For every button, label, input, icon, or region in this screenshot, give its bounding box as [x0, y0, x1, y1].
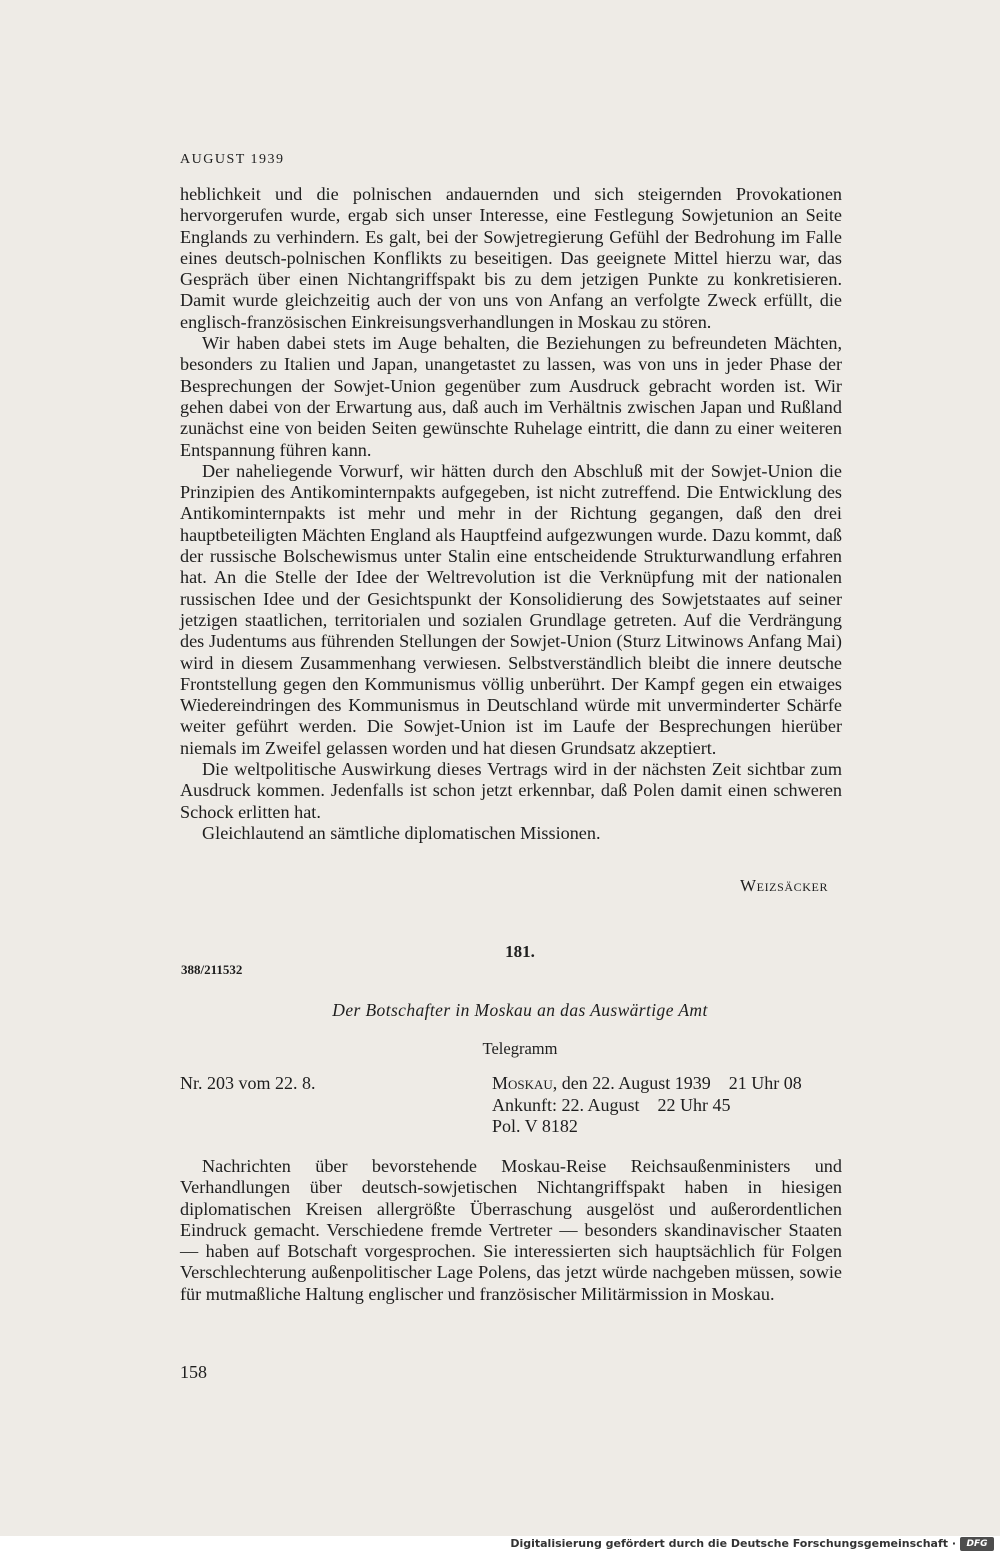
page-number: 158 — [180, 1362, 207, 1382]
telegram-arrival: Ankunft: 22. August 22 Uhr 45 — [492, 1094, 731, 1115]
file-reference: 388/211532 — [181, 962, 243, 977]
document-title: Der Botschafter in Moskau an das Auswärtige Amt — [332, 1000, 708, 1020]
telegram-number: Nr. 203 vom 22. 8. — [180, 1073, 316, 1093]
document-number: 181. — [505, 942, 535, 961]
paragraph: Gleichlautend an sämtliche diplomatischen Missionen. — [202, 822, 601, 843]
telegram-place: Moskau — [492, 1073, 553, 1093]
body-text-bottom — [180, 1156, 842, 1305]
telegram-sent — [492, 1073, 802, 1095]
signature: Weizsäcker — [740, 876, 829, 895]
paragraph: Die weltpolitische Auswirkung dieses Vertrags wird in der nächsten Zeit sichtbar zum Ausdruck kommen. Jedenfalls ist schon jetzt erkennbar, daß Polen damit einen schweren Schock erlitten hat. — [180, 759, 842, 822]
paragraph: Nachrichten über bevorstehende Moskau-Reise Reichsaußenministers und Verhandlungen über deutsch-sowjetischen Nichtangriffspakt haben in hiesigen diplomatischen Kreisen allergrößte Überraschung ausgelöst und außerordentlichen Eindruck gemacht. Verschiedene fremde Vertreter — besonders skandinavischer Staaten — haben auf Botschaft vorgesprochen. Sie interessierten sich hauptsächlich für Folgen Verschlechterung außenpolitischer Lage Polens, das jetzt würde nachgeben müssen, sowie für mutmaßliche Haltung englischer und französischer Militärmission in Moskau. — [180, 1156, 842, 1304]
paragraph: Der naheliegende Vorwurf, wir hätten durch den Abschluß mit der Sowjet-Union die Prinzipien des Antikominternpakts aufgegeben, ist nicht zutreffend. Die Entwicklung des Antikominternpakts ist mehr und mehr in der Richtung gegangen, daß den drei hauptbeteiligten Mächten England als Hauptfeind aufgezwungen wurde. Dazu kommt, daß der russische Bolschewismus unter Stalin eine entscheidende Strukturwandlung erfahren hat. An die Stelle der Idee der Weltrevolution ist die Verknüpfung mit der nationalen russischen Idee und der Gesichtspunkt der Konsolidierung des Sowjetstaates auf seiner jetzigen staatlichen, territorialen und sozialen Grundlage getreten. Auf die Verdrängung des Judentums aus führenden Stellungen der Sowjet-Union (Sturz Litwinows Anfang Mai) wird in diesem Zusammenhang verwiesen. Selbstverständlich bleibt die innere deutsche Frontstellung gegen den Kommunismus völlig unberührt. Der Kampf gegen ein etwaiges Wiedereindringen des Kommunismus in Deutschland würde mit unverminderter Schärfe weiter geführt werden. Die Sowjet-Union ist im Laufe der Besprechungen hierüber niemals im Zweifel gelassen worden und hat diesen Grundsatz akzeptiert. — [180, 460, 842, 758]
document-type: Telegramm — [482, 1039, 558, 1058]
telegram-ref: Pol. V 8182 — [492, 1116, 578, 1136]
dfg-logo: DFG — [960, 1537, 994, 1551]
telegram-meta — [492, 1073, 802, 1138]
running-head: AUGUST 1939 — [180, 152, 285, 167]
body-text-top — [180, 184, 842, 844]
telegram-sent-time: , den 22. August 1939 21 Uhr 08 — [552, 1073, 802, 1093]
paragraph: Wir haben dabei stets im Auge behalten, die Beziehungen zu befreundeten Mächten, besonders zu Italien und Japan, unangetastet zu lassen, was von uns in jeder Phase der Besprechungen der Sowjet-Union gegenüber zum Ausdruck gebracht worden ist. Wir gehen dabei von der Erwartung aus, daß auch im Verhältnis zwischen Japan und Rußland zunächst eine von beiden Seiten gewünschte Ruhelage eintritt, die dann zu einer weiteren Entspannung führen kann. — [180, 333, 842, 460]
paragraph: heblichkeit und die polnischen andauernden und sich steigernden Provokationen hervorgerufen wurde, ergab sich unser Interesse, eine Festlegung Sowjetunion an Seite Englands zu verhindern. Es galt, bei der Sowjetregierung Gefühl der Bedrohung im Falle eines deutsch-polnischen Konflikts zu beseitigen. Das geeignete Mittel hierzu war, das Gespräch über einen Nichtangriffspakt bis zu dem jetzigen Punkte zu konkretisieren. Damit wurde gleichzeitig auch der von uns von Anfang an verfolgte Zweck erfüllt, die englisch-französischen Einkreisungsverhandlungen in Moskau zu stören. — [180, 184, 842, 332]
footer-credit: Digitalisierung gefördert durch die Deutsche Forschungsgemeinschaft · — [510, 1537, 956, 1550]
